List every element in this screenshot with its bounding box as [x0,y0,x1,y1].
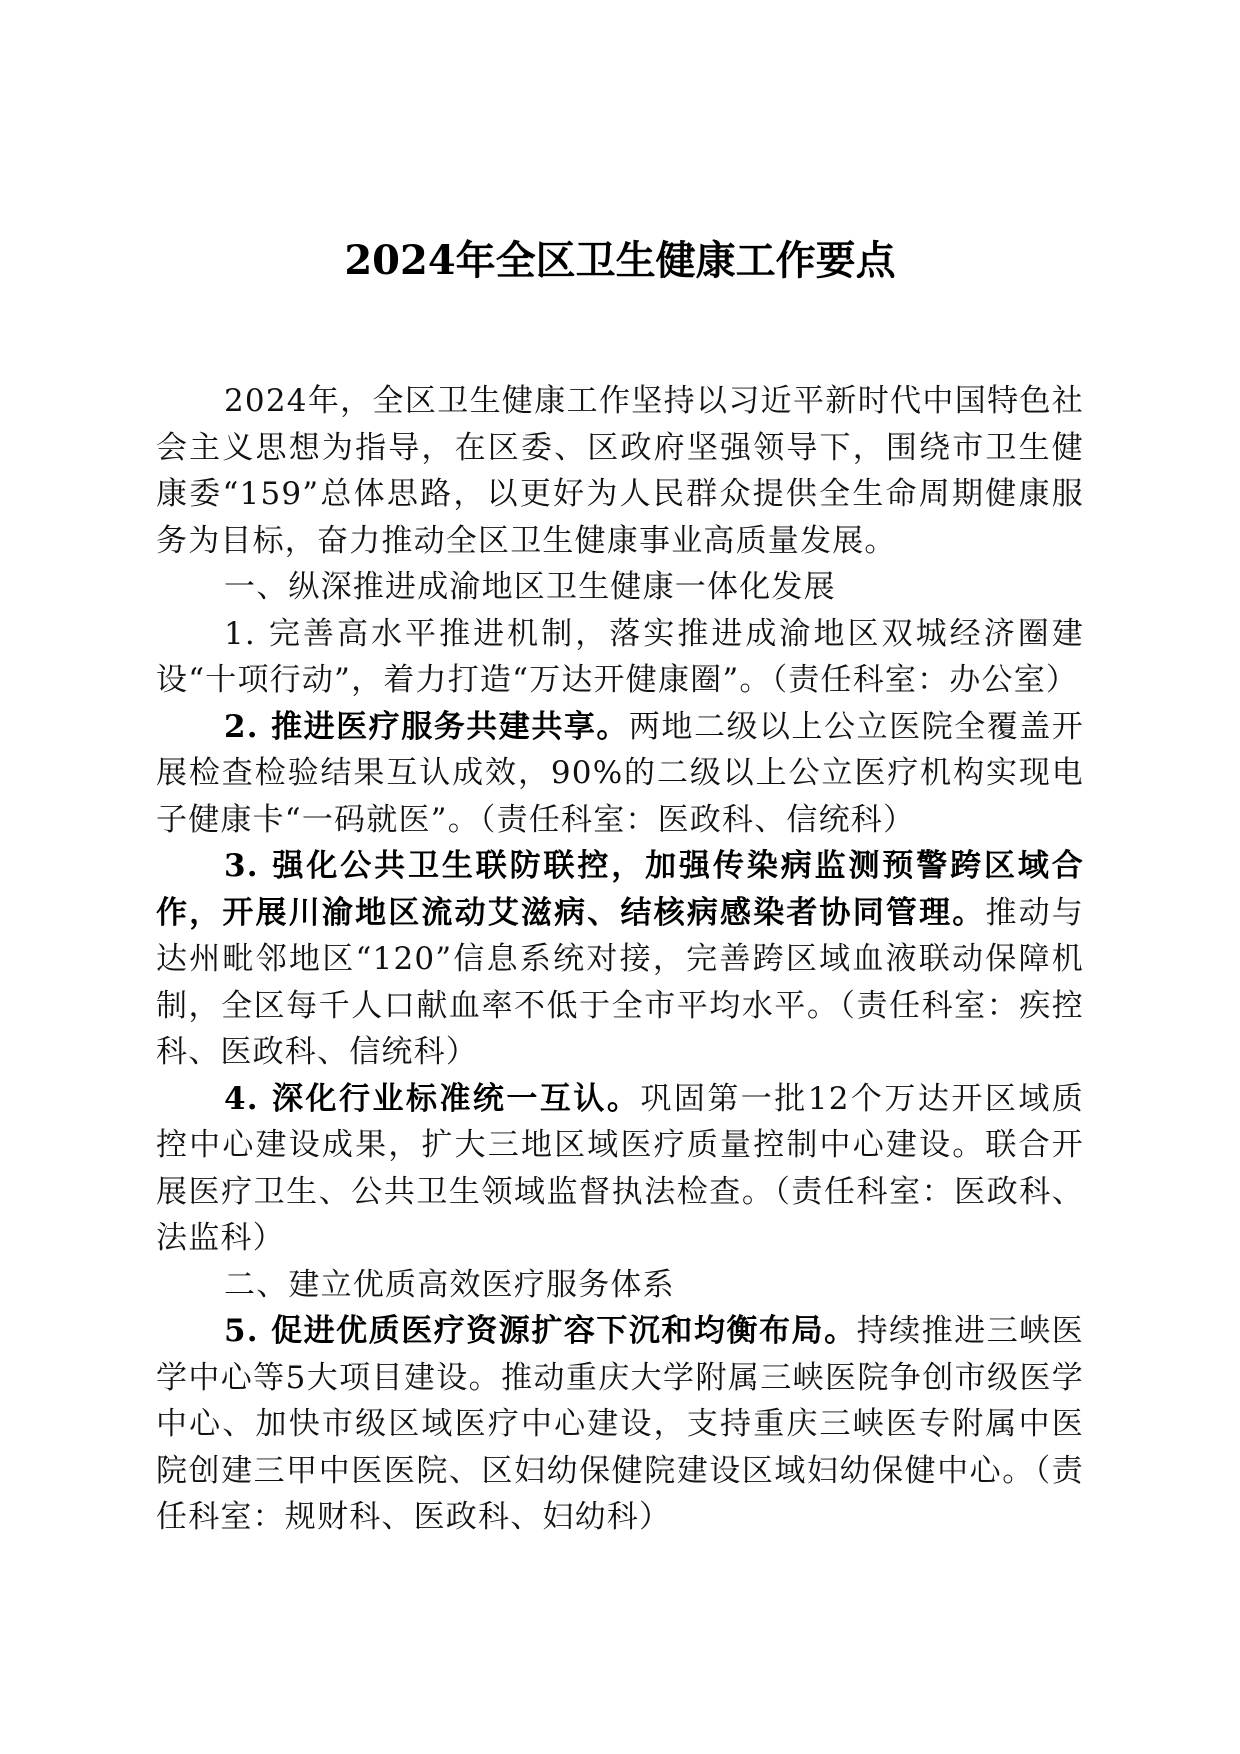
item-3-paragraph [156,843,1084,1076]
item-3-lead: 3. 强化公共卫生联防联控，加强传染病监测预警跨区域合作，开展川渝地区流动艾滋病、结核病感染者协同管理。 [156,848,1084,931]
item-2-paragraph [156,704,1084,844]
item-4-lead: 4. 深化行业标准统一互认。 [224,1080,641,1117]
section-heading-1: 一、纵深推进成渝地区卫生健康一体化发展 [224,569,836,605]
item-5-text: 持续推进三峡医学中心等5大项目建设。推动重庆大学附属三峡医院争创市级医学中心、加快市级区域医疗中心建设，支持重庆三峡医专附属中医院创建三甲中医医院、区妇幼保健院建设区域妇幼保健中心。（责任科室：规财科、医政科、妇幼科） [156,1313,1085,1535]
item-2-text: 两地二级以上公立医院全覆盖开展检查检验结果互认成效，90%的二级以上公立医疗机构实现电子健康卡“一码就医”。（责任科室：医政科、信统科） [156,708,1084,838]
document-title: 2024年全区卫生健康工作要点 [344,237,896,284]
item-5-paragraph [156,1308,1084,1541]
item-4-text: 巩固第一批12个万达开区域质控中心建设成果，扩大三地区域医疗质量控制中心建设。联合开展医疗卫生、公共卫生领域监督执法检查。（责任科室：医政科、法监科） [156,1080,1084,1256]
item-3-text: 推动与达州毗邻地区“120”信息系统对接，完善跨区域血液联动保障机制，全区每千人口献血率不低于全市平均水平。（责任科室：疾控科、医政科、信统科） [156,894,1084,1070]
item-4-paragraph [156,1076,1084,1262]
section-heading-2: 二、建立优质高效医疗服务体系 [224,1266,675,1303]
item-2-lead: 2. 推进医疗服务共建共享。 [224,708,629,745]
item-5-lead: 5. 促进优质医疗资源扩容下沉和均衡布局。 [224,1313,857,1349]
item-1-paragraph: 1. 完善高水平推进机制，落实推进成渝地区双城经济圈建设“十项行动”，着力打造“万达开健康圈”。（责任科室：办公室） [156,615,1084,698]
intro-paragraph: 2024年，全区卫生健康工作坚持以习近平新时代中国特色社会主义思想为指导，在区委、区政府坚强领导下，围绕市卫生健康委“159”总体思路，以更好为人民群众提供全生命周期健康服务为目标，奋力推动全区卫生健康事业高质量发展。 [156,383,1084,559]
document-body [156,378,1084,1541]
